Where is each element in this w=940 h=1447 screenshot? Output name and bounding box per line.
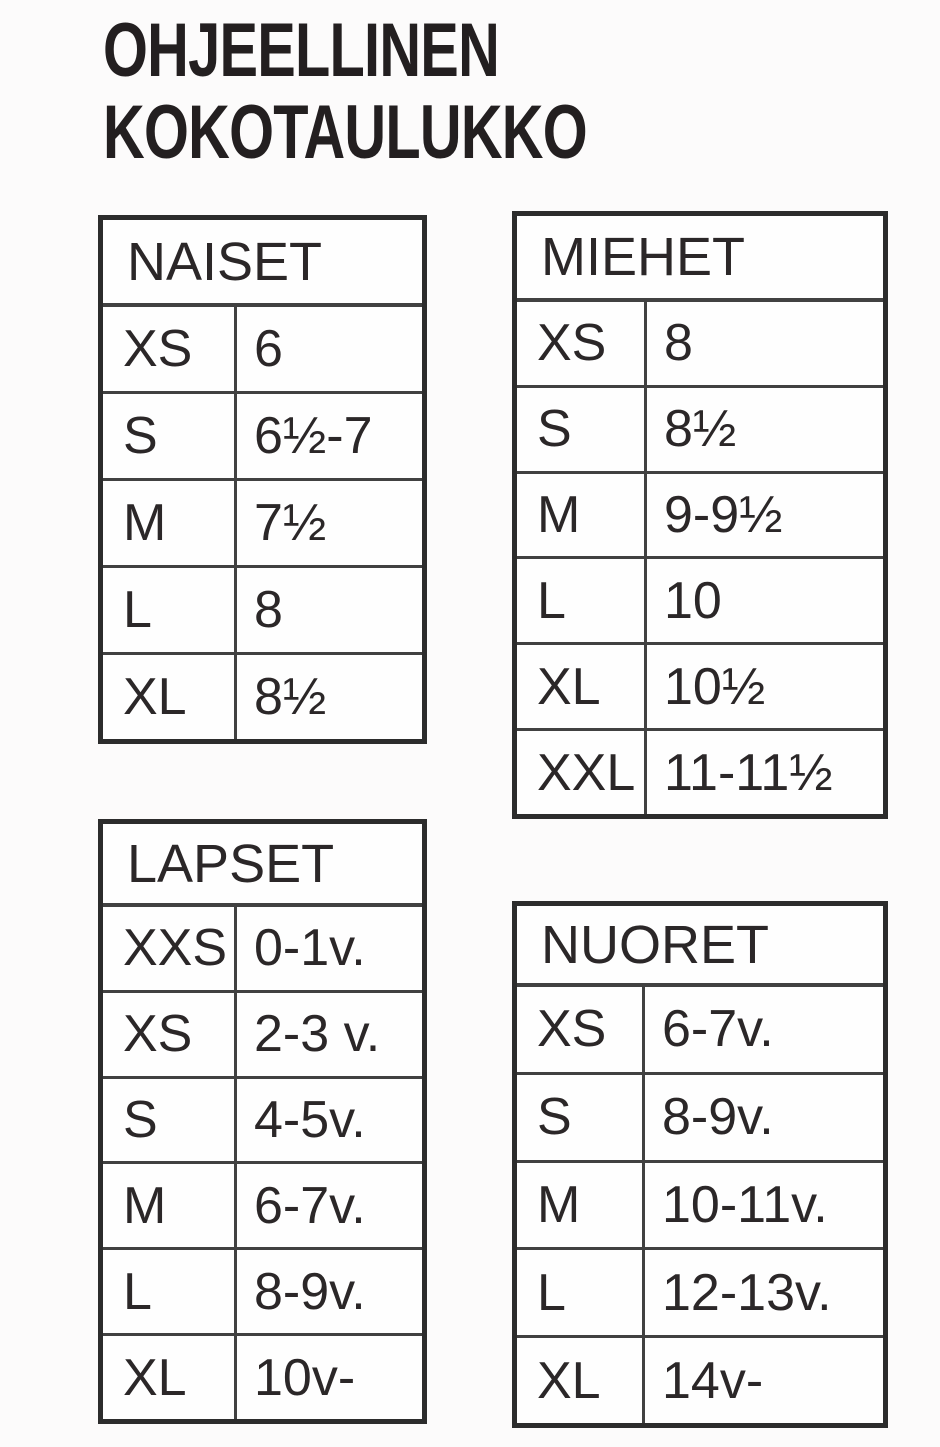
size-table-naiset bbox=[98, 215, 427, 744]
table-row bbox=[517, 645, 883, 731]
page-title bbox=[103, 10, 740, 174]
size-table-miehet bbox=[512, 211, 888, 819]
size-value: 2-3 v. bbox=[254, 1005, 381, 1064]
table-row bbox=[103, 1079, 422, 1165]
size-value: 6 bbox=[254, 320, 283, 378]
size-label: L bbox=[517, 559, 647, 642]
size-label: M bbox=[517, 1163, 645, 1248]
size-label: M bbox=[103, 481, 237, 565]
table-row bbox=[517, 1250, 883, 1338]
page-title-line-2: KOKOTAULUKKO bbox=[103, 90, 587, 175]
size-label: XL bbox=[103, 1336, 237, 1419]
size-label: S bbox=[103, 1079, 237, 1162]
size-label: XL bbox=[517, 645, 647, 728]
size-value: 6-7v. bbox=[254, 1176, 366, 1235]
table-title-nuoret: NUORET bbox=[517, 906, 883, 987]
table-row bbox=[103, 568, 422, 655]
size-label: S bbox=[517, 388, 647, 471]
table-row bbox=[103, 1250, 422, 1336]
table-row bbox=[517, 474, 883, 560]
table-body-miehet bbox=[517, 302, 883, 814]
size-value: 7½ bbox=[254, 494, 327, 552]
table-title-miehet: MIEHET bbox=[517, 216, 883, 302]
size-value: 8-9v. bbox=[662, 1088, 774, 1147]
size-label: XXL bbox=[517, 731, 647, 814]
size-value: 8 bbox=[254, 581, 283, 639]
table-row bbox=[517, 1338, 883, 1423]
size-value: 10v- bbox=[254, 1348, 356, 1407]
size-value: 12-13v. bbox=[662, 1263, 832, 1322]
table-row bbox=[517, 987, 883, 1075]
size-value: 8½ bbox=[664, 400, 737, 459]
size-value: 11-11½ bbox=[664, 743, 833, 802]
size-label: L bbox=[517, 1250, 645, 1335]
page-title-line-1: OHJEELLINEN bbox=[103, 8, 500, 93]
table-row bbox=[103, 394, 422, 481]
table-row bbox=[517, 1163, 883, 1251]
table-body-naiset bbox=[103, 307, 422, 739]
table-title-lapset: LAPSET bbox=[103, 824, 422, 907]
size-value: 4-5v. bbox=[254, 1091, 366, 1150]
size-label: XL bbox=[517, 1338, 645, 1423]
table-row bbox=[103, 1164, 422, 1250]
size-label: XS bbox=[517, 987, 645, 1072]
table-title-naiset: NAISET bbox=[103, 220, 422, 307]
size-label: XS bbox=[517, 302, 647, 385]
table-row bbox=[517, 559, 883, 645]
size-value: 8 bbox=[664, 314, 693, 373]
size-label: M bbox=[103, 1164, 237, 1247]
size-label: XL bbox=[103, 655, 237, 739]
size-label: M bbox=[517, 474, 647, 557]
table-body-nuoret bbox=[517, 987, 883, 1423]
table-row bbox=[103, 655, 422, 739]
size-value: 6½-7 bbox=[254, 407, 373, 465]
size-table-nuoret bbox=[512, 901, 888, 1428]
table-body-lapset bbox=[103, 907, 422, 1419]
size-table-lapset bbox=[98, 819, 427, 1424]
size-label: S bbox=[517, 1075, 645, 1160]
size-label: XS bbox=[103, 307, 237, 391]
table-row bbox=[517, 388, 883, 474]
size-label: L bbox=[103, 1250, 237, 1333]
size-value: 10 bbox=[664, 571, 722, 630]
size-label: XS bbox=[103, 993, 237, 1076]
table-row bbox=[517, 1075, 883, 1163]
size-label: XXS bbox=[103, 907, 237, 990]
table-row bbox=[517, 731, 883, 814]
table-row bbox=[103, 993, 422, 1079]
size-value: 8½ bbox=[254, 668, 327, 726]
size-label: S bbox=[103, 394, 237, 478]
size-value: 6-7v. bbox=[662, 1000, 774, 1059]
size-value: 8-9v. bbox=[254, 1262, 366, 1321]
table-row bbox=[103, 307, 422, 394]
size-value: 0-1v. bbox=[254, 919, 366, 978]
table-row bbox=[103, 1336, 422, 1419]
size-value: 9-9½ bbox=[664, 486, 783, 545]
size-value: 14v- bbox=[662, 1351, 764, 1410]
size-value: 10-11v. bbox=[662, 1175, 828, 1234]
size-label: L bbox=[103, 568, 237, 652]
table-row bbox=[517, 302, 883, 388]
table-row bbox=[103, 907, 422, 993]
table-row bbox=[103, 481, 422, 568]
size-value: 10½ bbox=[664, 657, 766, 716]
